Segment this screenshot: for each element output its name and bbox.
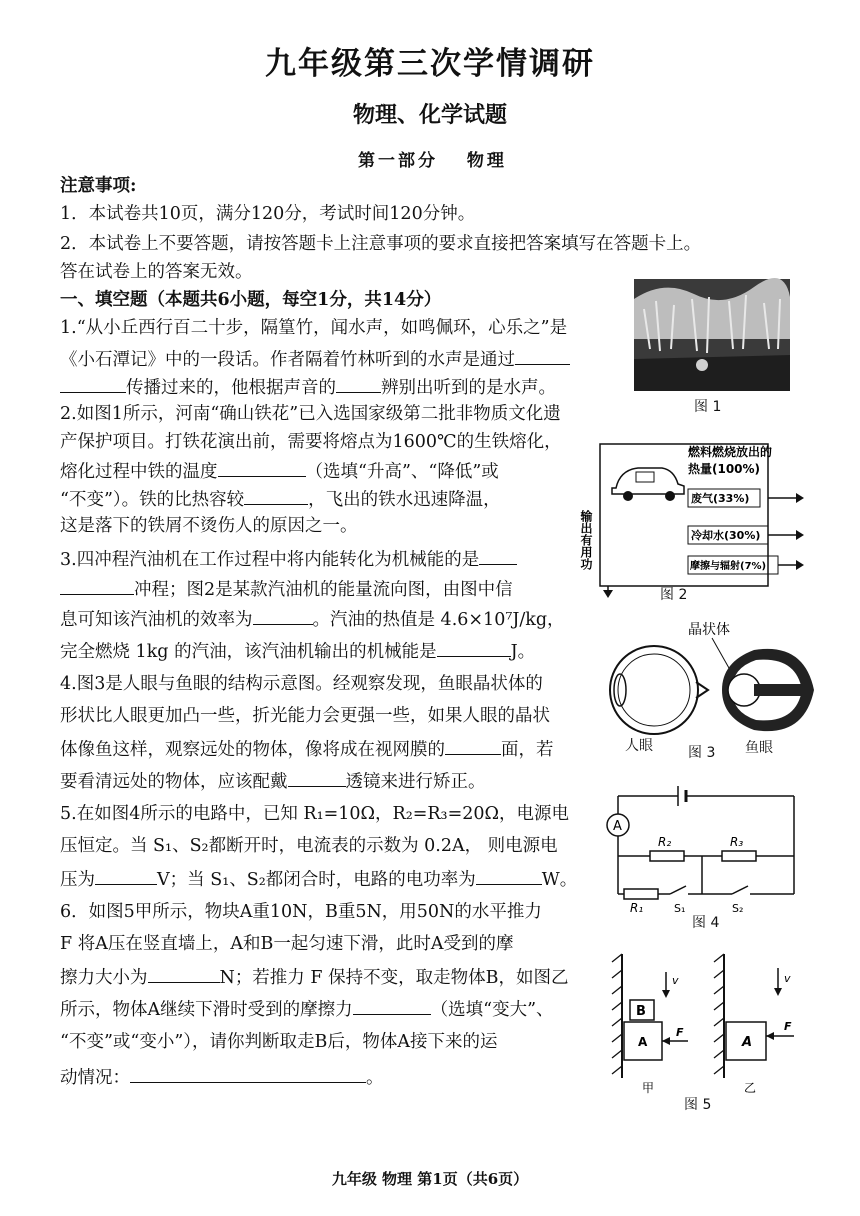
figure-4-circuit <box>600 784 810 914</box>
svg-text:B: B <box>636 1004 646 1019</box>
svg-text:v: v <box>672 974 679 987</box>
fig3-human-label: 人眼 <box>625 738 653 754</box>
svg-text:A: A <box>742 1035 753 1050</box>
section-heading: 第一部分 物理 <box>358 151 507 171</box>
svg-text:输出有用功: 输出有用功 <box>579 510 593 570</box>
figure-1-caption: 图 1 <box>694 399 722 415</box>
fig2-fuel-label: 燃料燃烧放出的 <box>688 445 773 459</box>
q1-line1: 1.“从小丘西行百二十步，隔篁竹，闻水声，如鸣佩环，心乐之”是 <box>60 318 568 338</box>
figure-3-eyes <box>604 620 818 745</box>
figure-4-caption: 图 4 <box>692 915 720 931</box>
page-subtitle: 物理、化学试题 <box>352 102 507 128</box>
svg-text:F: F <box>784 1020 792 1033</box>
svg-text:v: v <box>784 972 791 985</box>
answer-blank <box>253 606 313 625</box>
q6-line4: 所示，物体A继续下滑时受到的摩擦力 （选填“变大”、 <box>60 996 554 1022</box>
car-icon <box>612 468 684 501</box>
q1-line3: 传播过来的，他根据声音的 辨别出听到的是水声。 <box>60 374 556 400</box>
q2-line4: “不变”）。铁的比热容较 ，飞出的铁水迅速降温， <box>60 486 501 512</box>
fig4-s1-label: S₁ <box>674 902 686 915</box>
fig2-friction-label: 摩擦与辐射(7%) <box>690 561 767 572</box>
figure-1-photo <box>634 279 790 391</box>
q5-line1: 5.在如图4所示的电路中，已知 R₁=10Ω，R₂=R₃=20Ω，电源电 <box>60 804 570 824</box>
answer-blank <box>95 866 157 885</box>
answer-blank <box>288 768 346 787</box>
q6-line2: F 将A压在竖直墙上，A和B一起匀速下滑，此时A受到的摩 <box>60 934 514 954</box>
answer-blank <box>244 486 308 505</box>
fig3-lens-label: 晶状体 <box>688 622 730 638</box>
notes-item-2b: 答在试卷上的答案无效。 <box>60 262 253 282</box>
q6-line5: “不变”或“变小”），请你判断取走B后，物体A接下来的运 <box>60 1032 498 1052</box>
q4-line4: 要看清远处的物体，应该配戴 透镜来进行矫正。 <box>60 768 486 794</box>
notes-item-1: 1．本试卷共10页，满分120分，考试时间120分钟。 <box>60 204 476 224</box>
fish-eye-icon <box>722 649 814 731</box>
figure-5-caption: 图 5 <box>684 1097 712 1113</box>
answer-blank <box>130 1064 366 1083</box>
answer-blank <box>476 866 542 885</box>
q4-line3: 体像鱼这样，观察远处的物体，像将成在视网膜的 面，若 <box>60 736 554 762</box>
figure-5-blocks <box>608 950 808 1100</box>
q3-line2: 冲程；图2是某款汽油机的能量流向图，由图中信 <box>60 576 513 602</box>
svg-text:F: F <box>676 1026 684 1039</box>
q2-line1: 2.如图1所示，河南“确山铁花”已入选国家级第二批非物质文化遗 <box>60 404 561 424</box>
figure-2-energy-flow <box>584 440 814 600</box>
q2-line3: 熔化过程中铁的温度 （选填“升高”、“降低”或 <box>60 458 499 484</box>
fig5-yi-label: 乙 <box>744 1081 757 1095</box>
q4-line2: 形状比人眼更加凸一些，折光能力会更强一些，如果人眼的晶状 <box>60 706 550 726</box>
notes-heading: 注意事项: <box>60 176 137 196</box>
svg-text:A: A <box>638 1035 648 1049</box>
answer-blank <box>445 736 501 755</box>
fig4-s2-label: S₂ <box>732 902 744 915</box>
q1-line2 <box>60 346 570 372</box>
q6-line1: 6．如图5甲所示，物块A重10N，B重5N，用50N的水平推力 <box>60 902 542 922</box>
fig2-exhaust-label: 废气(33%) <box>691 492 750 505</box>
answer-blank <box>218 458 306 477</box>
answer-blank <box>353 996 431 1015</box>
notes-item-2a: 2．本试卷上不要答题，请按答题卡上注意事项的要求直接把答案填写在答题卡上。 <box>60 234 702 254</box>
q2-line5: 这是落下的铁屑不烫伤人的原因之一。 <box>60 516 358 536</box>
figure-2-output-label <box>579 500 602 600</box>
q3-line1: 3.四冲程汽油机在工作过程中将内能转化为机械能的是 <box>60 546 517 572</box>
fig3-fish-label: 鱼眼 <box>745 740 773 756</box>
q4-line1: 4.图3是人眼与鱼眼的结构示意图。经观察发现，鱼眼晶状体的 <box>60 674 543 694</box>
fig2-cooling-label: 冷却水(30%) <box>691 529 761 542</box>
q1-text: 《小石潭记》中的一段话。作者隔着竹林听到的水声是通过 <box>60 350 515 370</box>
human-eye-icon <box>610 646 708 734</box>
q3-line3: 息可知该汽油机的效率为 。汽油的热值是 4.6×10⁷J/kg， <box>60 606 565 632</box>
page-footer: 九年级 物理 第1页（共6页） <box>331 1170 529 1188</box>
answer-blank <box>60 374 126 393</box>
fig5-jia-label: 甲 <box>642 1081 655 1095</box>
page-title: 九年级第三次学情调研 <box>265 46 595 82</box>
q6-line6: 动情况： 。 <box>60 1064 384 1090</box>
fig2-heat-label: 热量(100%) <box>688 462 761 476</box>
answer-blank <box>479 546 517 565</box>
q2-line2: 产保护项目。打铁花演出前，需要将熔点为1600℃的生铁熔化， <box>60 432 562 452</box>
answer-blank <box>515 346 570 365</box>
fig4-r3-label: R₃ <box>730 835 744 849</box>
q6-line3: 擦力大小为 N；若推力 F 保持不变，取走物体B，如图乙 <box>60 964 568 990</box>
figure-3-caption: 图 3 <box>688 745 716 761</box>
q5-line2: 压恒定。当 S₁、S₂都断开时，电流表的示数为 0.2A， 则电源电 <box>60 836 558 856</box>
answer-blank <box>437 638 511 657</box>
answer-blank <box>148 964 220 983</box>
svg-text:A: A <box>613 819 622 834</box>
q3-line4: 完全燃烧 1kg 的汽油，该汽油机输出的机械能是 J。 <box>60 638 535 664</box>
part1-heading: 一、填空题（本题共6小题，每空1分，共14分） <box>60 290 442 310</box>
answer-blank <box>60 576 134 595</box>
answer-blank <box>336 374 381 393</box>
fig4-r1-label: R₁ <box>630 901 644 915</box>
q5-line3: 压为 V；当 S₁、S₂都闭合时，电路的电功率为 W。 <box>60 866 577 892</box>
fig4-r2-label: R₂ <box>658 835 672 849</box>
ammeter-icon <box>607 814 629 836</box>
figure-2-caption: 图 2 <box>660 587 688 603</box>
